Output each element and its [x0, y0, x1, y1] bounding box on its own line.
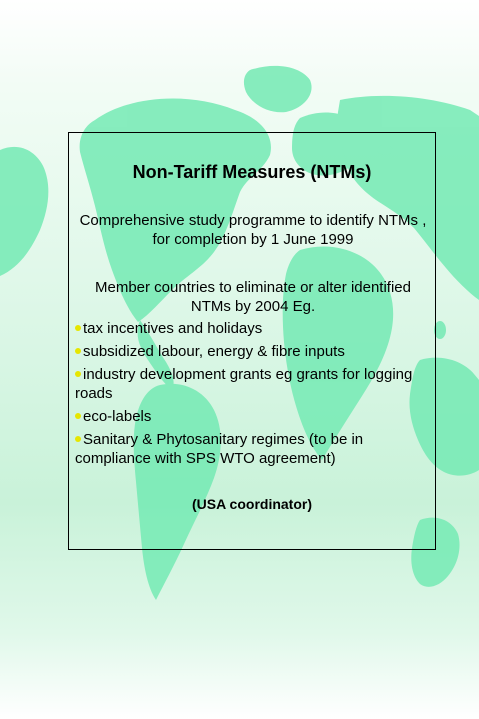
list-item — [75, 430, 430, 468]
list-item-text: Sanitary & Phytosanitary regimes (to be in compliance with SPS WTO agreement) — [75, 431, 364, 467]
yellow-dot-bullet-icon — [75, 371, 81, 377]
yellow-dot-bullet-icon — [75, 413, 81, 419]
coordinator-label: (USA coordinator) — [191, 496, 313, 512]
greenland-shape — [244, 66, 312, 112]
list-item — [75, 365, 430, 403]
list-item-text: eco-labels — [83, 408, 152, 425]
yellow-dot-bullet-icon — [75, 325, 81, 331]
ntm-bullet-list — [75, 319, 430, 472]
yellow-dot-bullet-icon — [75, 348, 81, 354]
list-item — [75, 407, 430, 426]
content-box — [68, 132, 436, 550]
list-item — [75, 342, 430, 361]
member-countries-text: Member countries to eliminate or alter identified NTMs by 2004 Eg. — [95, 279, 411, 315]
list-item-text: tax incentives and holidays — [83, 320, 263, 337]
slide-title: Non-Tariff Measures (NTMs) — [132, 162, 372, 182]
yellow-dot-bullet-icon — [75, 436, 81, 442]
list-item — [75, 319, 430, 338]
left-landmass-shape — [0, 147, 48, 276]
list-item-text: subsidized labour, energy & fibre inputs — [83, 343, 345, 360]
list-item-text: industry development grants eg grants for logging roads — [75, 366, 413, 402]
study-programme-text: Comprehensive study programme to identify NTMs , for completion by 1 June 1999 — [79, 212, 427, 248]
